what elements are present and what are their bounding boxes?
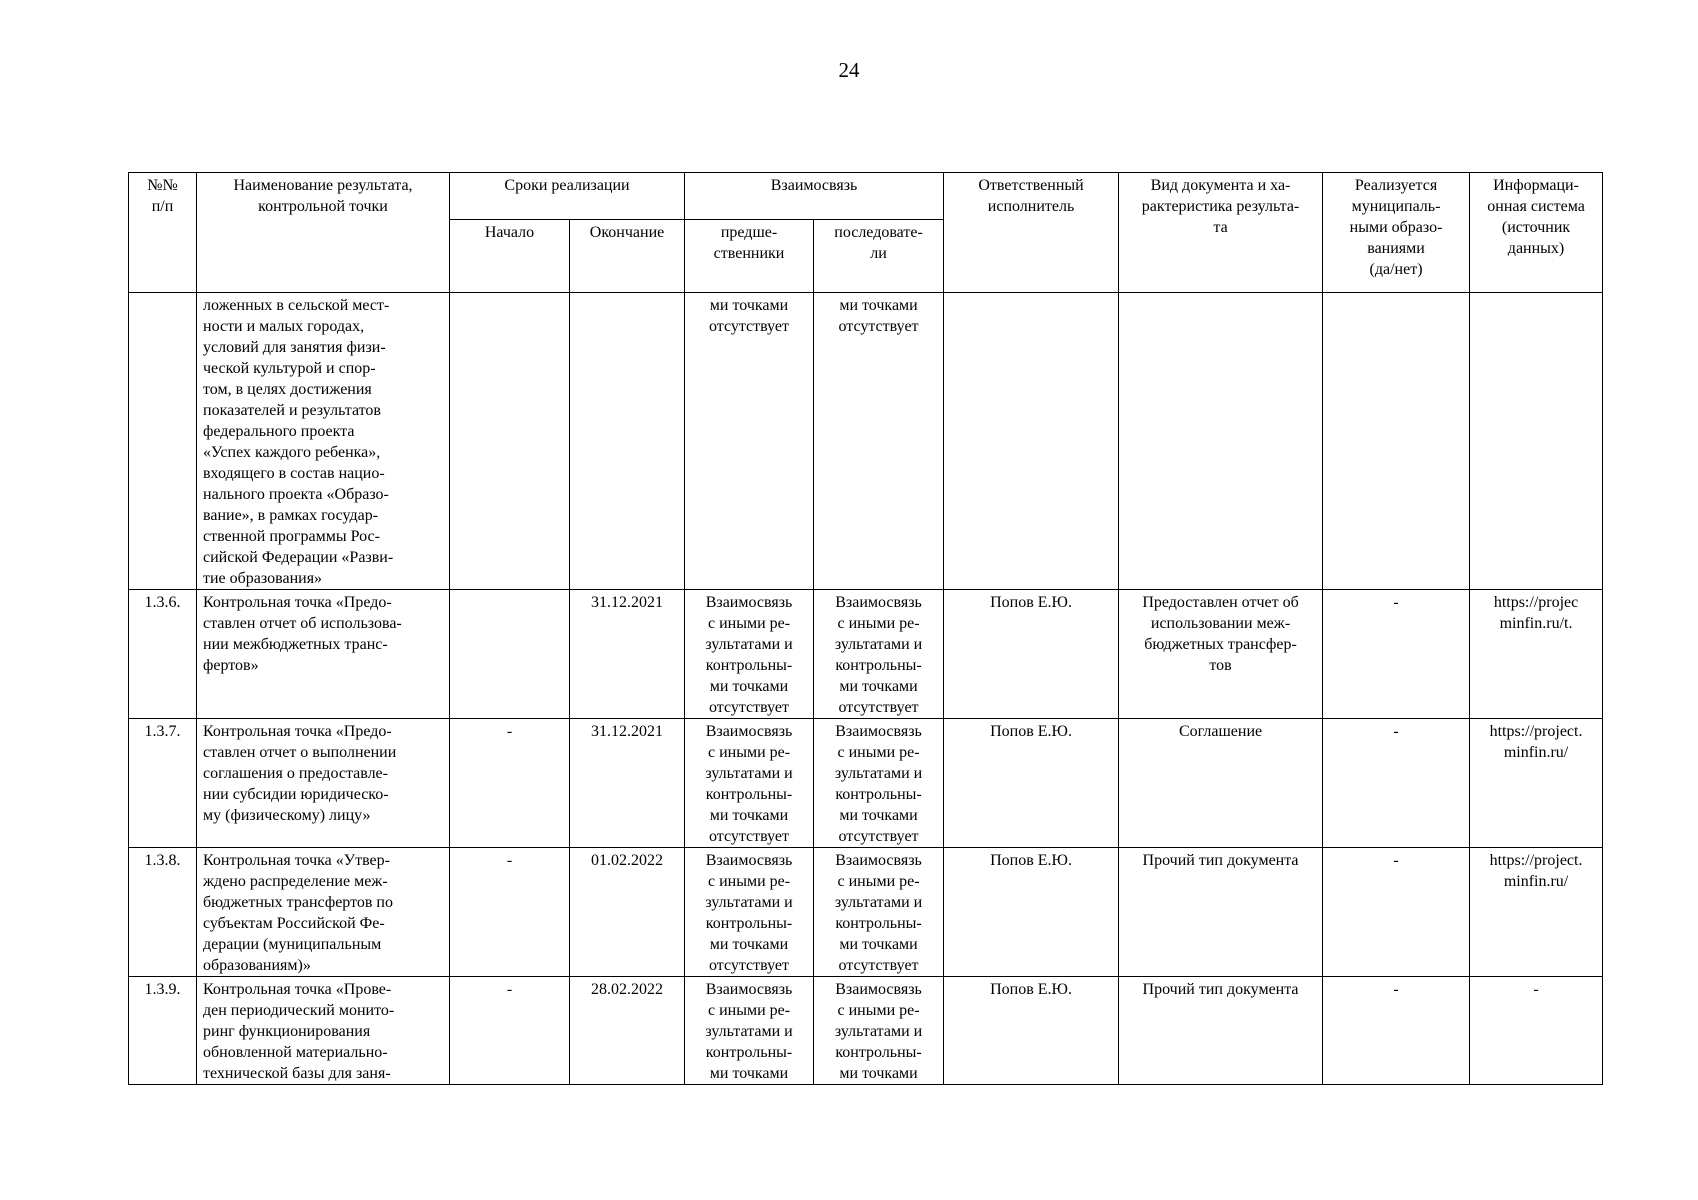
text-line: ден периодический монито- — [203, 1002, 395, 1019]
start-date — [450, 293, 570, 590]
text-line: онная система — [1487, 198, 1585, 215]
text-line: контрольны- — [705, 1044, 793, 1061]
row-number: 1.3.7. — [129, 719, 197, 848]
plan-table — [128, 172, 1603, 1085]
document-type — [1119, 590, 1323, 719]
page-number: 24 — [838, 58, 860, 82]
responsible-person: Попов Е.Ю. — [944, 977, 1119, 1085]
text-line: показателей и результатов — [203, 402, 381, 419]
text-line: субъектам Российской Фе- — [203, 915, 385, 932]
successors — [814, 719, 944, 848]
text-line: рактеристика результа- — [1141, 198, 1300, 215]
text-line: условий для занятия физи- — [203, 339, 386, 356]
text-line: контрольны- — [835, 1044, 922, 1061]
text-line: ложенных в сельской мест- — [203, 297, 390, 314]
info-system — [1470, 848, 1603, 977]
text-line: ринг функционирования — [203, 1023, 371, 1040]
text-line: нии межбюджетных транс- — [203, 636, 388, 653]
text-line: отсутствует — [708, 828, 790, 845]
text-line: вание», в рамках государ- — [203, 507, 379, 524]
text-line: предше- — [720, 224, 778, 241]
result-name — [197, 719, 450, 848]
text-line: образованиям)» — [203, 957, 311, 974]
text-line: ми точками — [839, 1065, 918, 1082]
text-line: Прочий тип документа — [1142, 981, 1299, 998]
text-line: зультатами и — [834, 1023, 923, 1040]
header-municipal — [1323, 173, 1470, 293]
document-type — [1119, 848, 1323, 977]
header-infosys — [1470, 173, 1603, 293]
text-line: с иными ре- — [837, 1002, 920, 1019]
text-line: https://project. — [1489, 723, 1583, 740]
text-line: отсутствует — [708, 699, 790, 716]
text-line: ми точками — [839, 936, 918, 953]
text-line: контрольны- — [835, 657, 922, 674]
header-doctype — [1119, 173, 1323, 293]
text-line: ли — [870, 245, 887, 262]
text-line: ственной программы Рос- — [203, 528, 380, 545]
text-line: обновленной материально- — [203, 1044, 388, 1061]
text-line: контрольны- — [705, 915, 793, 932]
text-line: технической базы для заня- — [203, 1065, 391, 1082]
table-row — [129, 590, 1603, 719]
text-line: ваниями — [1367, 240, 1425, 257]
text-line: ми точками — [709, 678, 789, 695]
text-line: Предоставлен отчет об — [1142, 594, 1299, 611]
text-line: Ответственный — [978, 177, 1084, 194]
responsible-person: Попов Е.Ю. — [944, 719, 1119, 848]
result-name — [197, 848, 450, 977]
text-line: зультатами и — [705, 1023, 793, 1040]
info-system — [1470, 590, 1603, 719]
header-predecessors — [685, 220, 814, 293]
header-start: Начало — [450, 220, 570, 293]
document-type — [1119, 719, 1323, 848]
text-line: ми точками — [709, 1065, 789, 1082]
responsible-person: Попов Е.Ю. — [944, 848, 1119, 977]
text-line: ми точками — [839, 297, 918, 314]
result-name — [197, 590, 450, 719]
municipal-flag: - — [1323, 719, 1470, 848]
header-end: Окончание — [570, 220, 685, 293]
text-line: федерального проекта — [203, 423, 355, 440]
text-line: с иными ре- — [837, 744, 920, 761]
header-terms: Сроки реализации — [450, 173, 685, 220]
text-line: контрольны- — [705, 657, 793, 674]
text-line: последовате- — [834, 224, 923, 241]
text-line: minfin.ru/t. — [1499, 615, 1573, 632]
table-row — [129, 293, 1603, 590]
table-row — [129, 719, 1603, 848]
result-name — [197, 977, 450, 1085]
text-line: (да/нет) — [1369, 261, 1423, 278]
header-successors — [814, 220, 944, 293]
responsible-person — [944, 293, 1119, 590]
text-line: Взаимосвязь — [835, 594, 922, 611]
predecessors — [685, 293, 814, 590]
text-line: зультатами и — [834, 636, 923, 653]
successors — [814, 977, 944, 1085]
text-line: контрольной точки — [258, 198, 388, 215]
responsible-person: Попов Е.Ю. — [944, 590, 1119, 719]
text-line: ставлен отчет о выполнении — [203, 744, 397, 761]
text-line: ными образо- — [1349, 219, 1443, 236]
row-number: 1.3.8. — [129, 848, 197, 977]
text-line: Контрольная точка «Утвер- — [203, 852, 390, 869]
text-line: использовании меж- — [1150, 615, 1291, 632]
text-line: Контрольная точка «Предо- — [203, 594, 392, 611]
text-line: отсутствует — [838, 699, 919, 716]
predecessors — [685, 848, 814, 977]
text-line: Контрольная точка «Предо- — [203, 723, 392, 740]
end-date: 01.02.2022 — [570, 848, 685, 977]
header-responsible — [944, 173, 1119, 293]
start-date: - — [450, 719, 570, 848]
header-name — [197, 173, 450, 293]
text-line: Взаимосвязь — [705, 981, 793, 998]
row-number — [129, 293, 197, 590]
end-date: 31.12.2021 — [570, 590, 685, 719]
text-line: му (физическому) лицу» — [203, 807, 371, 824]
text-line: исполнитель — [987, 198, 1075, 215]
text-line: ставлен отчет об использова- — [203, 615, 402, 632]
text-line: зультатами и — [834, 894, 923, 911]
text-line: отсутствует — [838, 318, 919, 335]
text-line: данных) — [1507, 240, 1565, 257]
text-line: муниципаль- — [1351, 198, 1441, 215]
start-date: - — [450, 977, 570, 1085]
text-line: входящего в состав нацио- — [203, 465, 385, 482]
text-line: отсутствует — [838, 957, 919, 974]
text-line: том, в целях достижения — [203, 381, 372, 398]
text-line: №№ — [147, 177, 178, 194]
text-line: «Успех каждого ребенка», — [203, 444, 381, 461]
result-name — [197, 293, 450, 590]
text-line: соглашения о предоставле- — [203, 765, 388, 782]
text-line: с иными ре- — [707, 615, 791, 632]
text-line: ми точками — [709, 936, 789, 953]
table-row — [129, 848, 1603, 977]
text-line: зультатами и — [705, 765, 793, 782]
text-line: minfin.ru/ — [1503, 873, 1569, 890]
end-date: 28.02.2022 — [570, 977, 685, 1085]
table-row — [129, 977, 1603, 1085]
text-line: Наименование результата, — [233, 177, 413, 194]
text-line: бюджетных трансфертов по — [203, 894, 393, 911]
text-line: ственники — [713, 245, 785, 262]
end-date: 31.12.2021 — [570, 719, 685, 848]
info-system — [1470, 293, 1603, 590]
info-system — [1470, 977, 1603, 1085]
text-line: фертов» — [203, 657, 259, 674]
successors — [814, 848, 944, 977]
successors — [814, 590, 944, 719]
text-line: зультатами и — [705, 894, 793, 911]
text-line: тов — [1209, 657, 1232, 674]
successors — [814, 293, 944, 590]
text-line: ческой культурой и спор- — [203, 360, 376, 377]
text-line: зультатами и — [834, 765, 923, 782]
end-date — [570, 293, 685, 590]
text-line: сийской Федерации «Разви- — [203, 549, 394, 566]
text-line: зультатами и — [705, 636, 793, 653]
header-num — [129, 173, 197, 293]
text-line: Взаимосвязь — [835, 723, 922, 740]
text-line: ждено распределение меж- — [203, 873, 388, 890]
text-line: Реализуется — [1354, 177, 1438, 194]
text-line: ности и малых городах, — [203, 318, 365, 335]
municipal-flag: - — [1323, 848, 1470, 977]
text-line: Вид документа и ха- — [1150, 177, 1291, 194]
text-line: Прочий тип документа — [1142, 852, 1299, 869]
predecessors — [685, 590, 814, 719]
document-type — [1119, 977, 1323, 1085]
text-line: контрольны- — [835, 786, 922, 803]
info-system — [1470, 719, 1603, 848]
municipal-flag: - — [1323, 590, 1470, 719]
text-line: контрольны- — [705, 786, 793, 803]
text-line: ми точками — [839, 678, 918, 695]
text-line: нального проекта «Образо- — [203, 486, 389, 503]
text-line: п/п — [151, 198, 174, 215]
text-line: Взаимосвязь — [705, 723, 793, 740]
text-line: Взаимосвязь — [835, 852, 922, 869]
text-line: ми точками — [709, 807, 789, 824]
text-line: https://projec — [1493, 594, 1579, 611]
text-line: minfin.ru/ — [1503, 744, 1569, 761]
text-line: - — [1533, 981, 1539, 998]
predecessors — [685, 719, 814, 848]
text-line: контрольны- — [835, 915, 922, 932]
text-line: https://project. — [1489, 852, 1583, 869]
text-line: дерации (муниципальным — [203, 936, 382, 953]
text-line: Взаимосвязь — [705, 852, 793, 869]
text-line: бюджетных трансфер- — [1144, 636, 1297, 653]
row-number: 1.3.6. — [129, 590, 197, 719]
text-line: Соглашение — [1178, 723, 1263, 740]
row-number: 1.3.9. — [129, 977, 197, 1085]
text-line: нии субсидии юридическо- — [203, 786, 389, 803]
text-line: ми точками — [839, 807, 918, 824]
header-relation: Взаимосвязь — [685, 173, 944, 220]
text-line: с иными ре- — [837, 615, 920, 632]
text-line: с иными ре- — [707, 1002, 791, 1019]
text-line: тие образования» — [203, 570, 323, 587]
text-line: Информаци- — [1493, 177, 1579, 194]
start-date — [450, 590, 570, 719]
text-line: отсутствует — [708, 957, 790, 974]
text-line: (источник — [1501, 219, 1571, 236]
text-line: с иными ре- — [837, 873, 920, 890]
document-type — [1119, 293, 1323, 590]
text-line: с иными ре- — [707, 744, 791, 761]
text-line: отсутствует — [838, 828, 919, 845]
text-line: Взаимосвязь — [835, 981, 922, 998]
start-date: - — [450, 848, 570, 977]
text-line: отсутствует — [708, 318, 790, 335]
municipal-flag — [1323, 293, 1470, 590]
predecessors — [685, 977, 814, 1085]
text-line: Взаимосвязь — [705, 594, 793, 611]
municipal-flag: - — [1323, 977, 1470, 1085]
text-line: Контрольная точка «Прове- — [203, 981, 392, 998]
text-line: та — [1213, 219, 1228, 236]
text-line: с иными ре- — [707, 873, 791, 890]
text-line: ми точками — [709, 297, 789, 314]
